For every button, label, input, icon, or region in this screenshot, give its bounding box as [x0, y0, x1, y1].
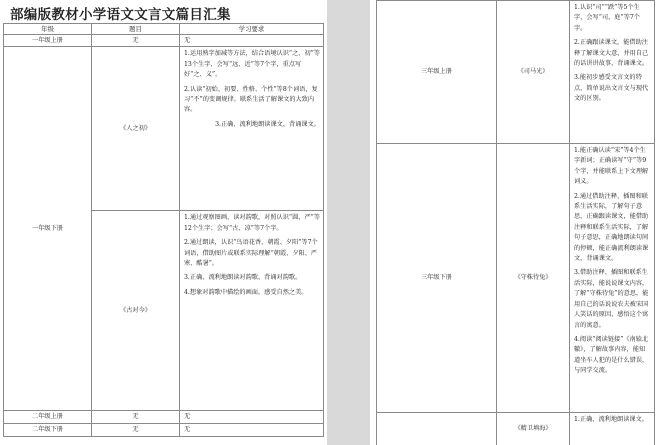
grade-cell: 二年级下册 [4, 424, 92, 437]
requirement-cell [570, 1, 655, 144]
grade-cell: 一年级上册 [4, 35, 92, 47]
topic-cell: 无 [92, 35, 180, 47]
page-gutter [327, 0, 370, 445]
header-grade: 年级 [4, 24, 92, 35]
grade-cell [377, 413, 497, 445]
topic-cell: 《古对今》 [92, 211, 180, 411]
requirement-item: 4.想象对韵歌中描绘的画面，感受自然之美。 [184, 288, 308, 296]
requirement-item: 3.能初步感受文言文的特点，简单说出文言文与现代文的区别。 [574, 74, 649, 103]
topic-cell: 《守株待兔》 [497, 144, 570, 413]
requirement-item: 3.正确、流利地朗读对韵歌，背诵对韵歌。 [184, 274, 302, 282]
lesson-table-right [376, 0, 655, 445]
document-page-left [0, 0, 327, 445]
table-row [4, 411, 324, 424]
table-row [377, 413, 655, 445]
topic-cell: 《精卫填海》 [497, 413, 570, 445]
requirement-item: 2.正确跟读课文，能借助注释了解课文大意，并用自己的话讲讲故事，背诵课文。 [574, 39, 649, 68]
topic-cell: 无 [92, 411, 180, 424]
requirement-item: 2.通过借助注释、插图和联系生活实际，了解句子意思，正确跟读课文，能借助注释和联系生活实际，了解句子意思，正确地朗读句间的停顿，能正确流利朗读课文，背诵课文。 [574, 192, 649, 263]
requirement-cell [180, 211, 324, 411]
topic-cell: 《人之初》 [92, 47, 180, 211]
requirement-cell: 无 [180, 424, 324, 437]
requirement-item: 2.认读“初始、初要、性格、个性”等8个词语，复习“不”的变调规律。联系生活了解课文的大致内容。 [184, 85, 318, 114]
requirement-cell [570, 144, 655, 413]
table-row [377, 1, 655, 144]
grade-cell: 三年级上册 [377, 1, 497, 144]
header-requirement: 学习要求 [180, 24, 324, 35]
requirement-item: 4.阅读“阅读链接”《南辕北辙》，了解故事内容，能知道坐车人犯的是什么错误，与同学交流。 [574, 335, 649, 375]
requirement-item: 3.借助注释、插图和联系生活实际，能说说课文内容，了解“守株待兔”的意思，能用自己的话说说农夫被宋国人笑话的原因，感悟这个寓言的寓意。 [574, 269, 649, 329]
requirement-cell: 无 [180, 35, 324, 47]
lesson-table-left [3, 23, 324, 437]
table-row [4, 47, 324, 211]
header-topic: 题目 [92, 24, 180, 35]
requirement-item: 1.正确、流利地朗读课文。 [574, 416, 648, 423]
table-header-row [4, 24, 324, 35]
requirement-item: 3.正确、流利地朗读课文，背诵课文。 [215, 120, 320, 128]
requirement-cell [180, 47, 324, 211]
requirement-item: 1.通过观察图画、读对韵歌，对照认识“圆、严”等12个生字；会写“古、凉”等7个字。 [184, 214, 320, 232]
document-page-right [370, 0, 657, 445]
requirement-item: 1.运用熟字加减等方法，结合语境认识“之、初”等13个生字，会写“远、近”等7个字，重点写好“之、义”。 [184, 50, 320, 79]
topic-cell: 《司马光》 [497, 1, 570, 144]
table-row [377, 144, 655, 413]
requirement-item: 1.能正确认读“宋”等4个生字新词；正确读写“守”等9个字，并能联系上下文理解词义。 [574, 147, 649, 186]
grade-cell: 一年级下册 [4, 47, 92, 411]
document-title: 部编版教材小学语文文言文篇目汇集 [10, 7, 231, 23]
grade-cell: 三年级下册 [377, 144, 497, 413]
requirement-cell: 无 [180, 411, 324, 424]
table-row [4, 424, 324, 437]
requirement-cell [570, 413, 655, 445]
grade-cell: 二年级上册 [4, 411, 92, 424]
requirement-item: 1.认识“司”“跌”等5个生字，会写“司、庭”等7个字。 [574, 4, 640, 32]
requirement-item: 2.通过朗读，认识“鸟语花香、朝霞、夕阳”等7个词语，借助图片或联系实际理解“朝霞、夕阳、严寒、酷暑”。 [184, 239, 318, 268]
topic-cell: 无 [92, 424, 180, 437]
table-row [4, 35, 324, 47]
